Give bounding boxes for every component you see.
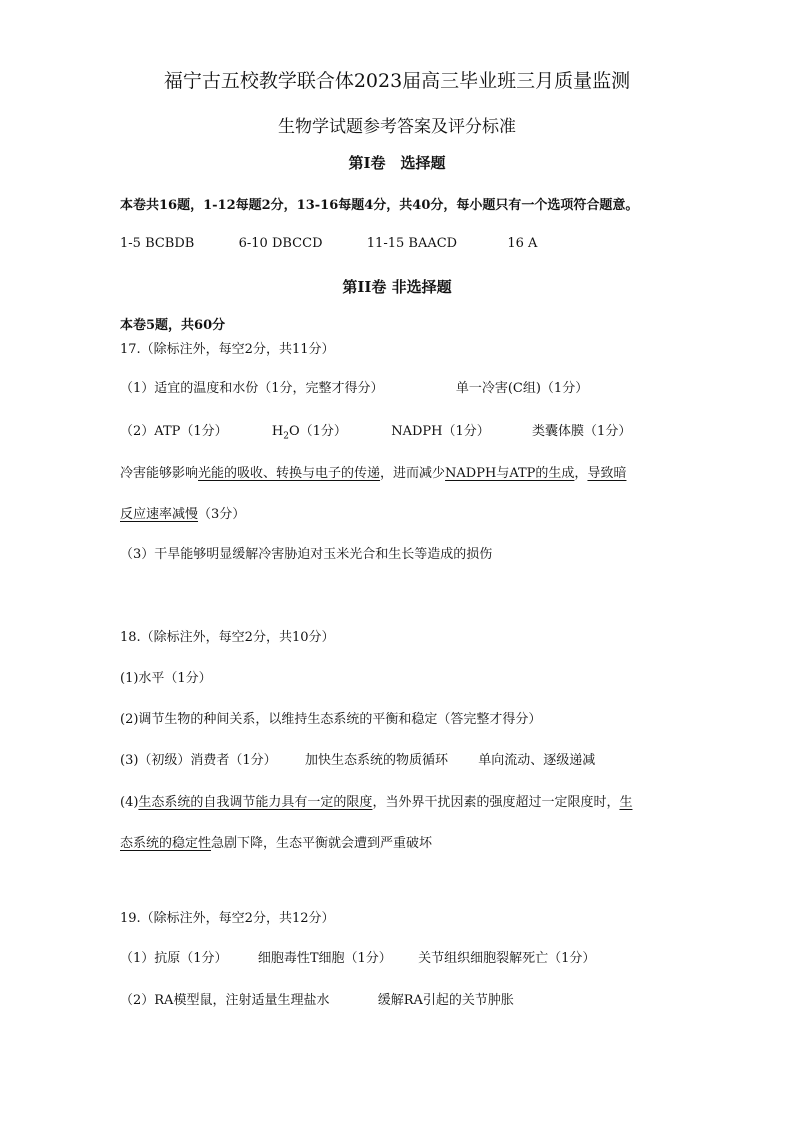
part2-heading: 第II卷 非选择题	[342, 278, 452, 296]
q17-a1-right: 单一冷害(C组)（1分）	[455, 381, 589, 396]
q18-answer-2: (2)调节生物的种间关系，以维持生态系统的平衡和稳定（答完整才得分）	[120, 712, 542, 727]
answer-group-1: 1-5 BCBDB	[120, 236, 195, 251]
part2-intro: 本卷5题，共60分	[120, 318, 226, 333]
q17-explanation-line-1: 冷害能够影响光能的吸收、转换与电子的传递，进而减少NADPH与ATP的生成，导致暗	[120, 466, 627, 481]
q17-answer-3: （3）干旱能够明显缓解冷害胁迫对玉米光合和生长等造成的损伤	[120, 547, 493, 562]
q17-answer-1	[120, 377, 588, 396]
page-title: 福宁古五校教学联合体2023届高三毕业班三月质量监测	[163, 70, 631, 92]
choice-answers	[120, 236, 537, 251]
q18-answer-4-line-1: (4)生态系统的自我调节能力具有一定的限度，当外界干扰因素的强度超过一定限度时，生	[120, 795, 633, 810]
q18-answer-3: (3)（初级）消费者（1分） 加快生态系统的物质循环 单向流动、逐级递减	[120, 753, 596, 768]
q17-a2-water: $H_2O(1$分）	[271, 424, 347, 442]
q17-a2-nadph: NADPH（1分）	[391, 424, 490, 439]
q17-answer-2	[120, 420, 631, 442]
part1-heading: 第Ⅰ卷 选择题	[348, 154, 446, 172]
q18-header: 18.（除标注外，每空2分，共10分）	[120, 630, 335, 645]
q18-answer-1: (1)水平（1分）	[120, 671, 212, 686]
part1-intro: 本卷共16题，1-12每题2分，13-16每题4分，共40分，每小题只有一个选项符合题意。	[120, 198, 639, 213]
q17-header: 17.（除标注外，每空2分，共11分）	[120, 342, 335, 357]
q17-explanation-line-2: 反应速率减慢（3分）	[120, 507, 246, 522]
answer-group-2: 6-10 DBCCD	[238, 236, 323, 251]
q17-a2-thylakoid: 类囊体膜（1分）	[532, 424, 632, 439]
q17-a2-atp: （2）ATP（1分）	[120, 424, 228, 439]
answer-group-3: 11-15 BAACD	[366, 236, 458, 251]
page-subtitle: 生物学试题参考答案及评分标准	[278, 117, 516, 137]
answer-group-4: 16 A	[507, 236, 538, 251]
q18-answer-4-line-2: 态系统的稳定性急剧下降，生态平衡就会遭到严重破坏	[120, 836, 433, 851]
q19-answer-1: （1）抗原（1分） 细胞毒性T细胞（1分） 关节组织细胞裂解死亡（1分）	[120, 951, 596, 966]
q19-answer-2: （2）RA模型鼠，注射适量生理盐水 缓解RA引起的关节肿胀	[120, 993, 514, 1008]
q19-header: 19.（除标注外，每空2分，共12分）	[120, 911, 335, 926]
q17-a1-left: （1）适宜的温度和水份（1分，完整才得分）	[120, 381, 384, 396]
